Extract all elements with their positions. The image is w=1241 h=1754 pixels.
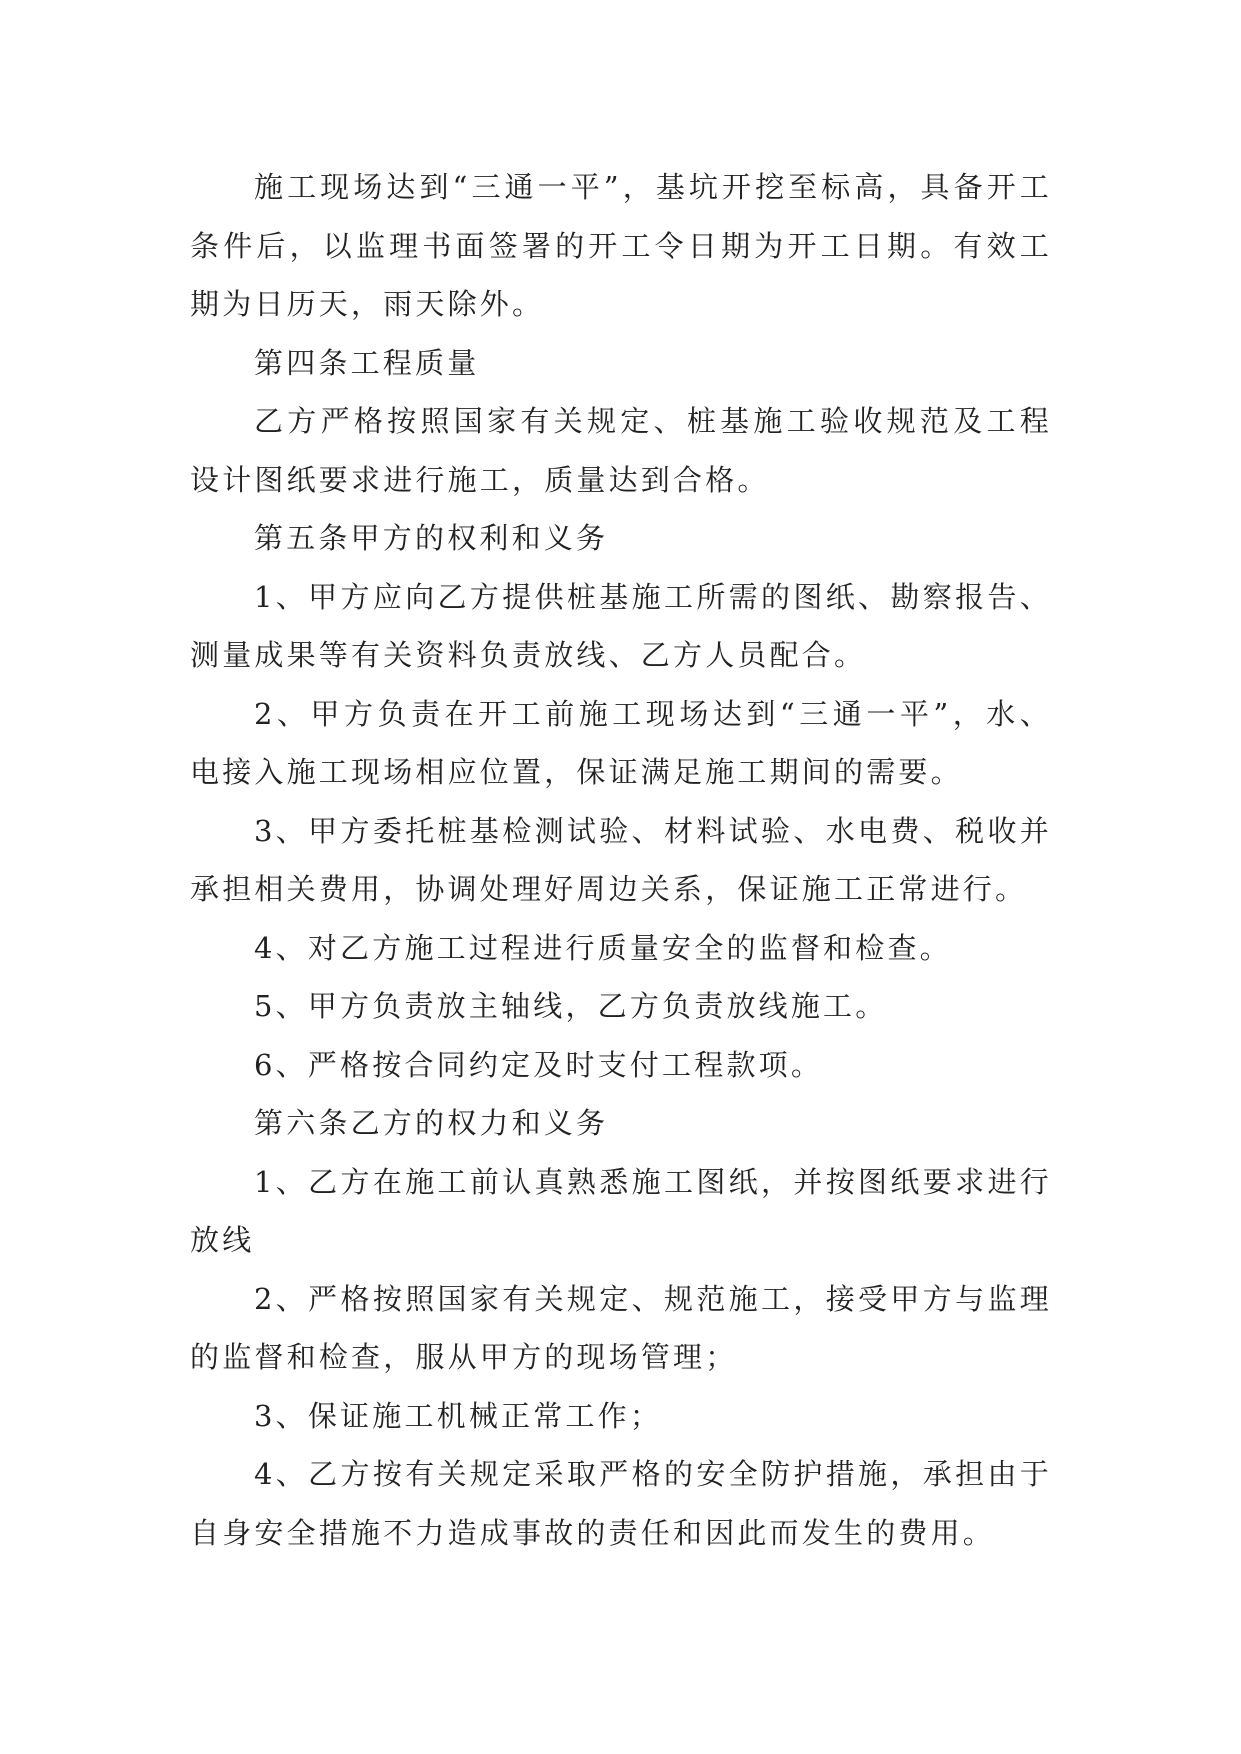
party-a-item-2: 2、甲方负责在开工前施工现场达到“三通一平”，水、电接入施工现场相应位置，保证满足施工期间的需要。	[190, 696, 1052, 789]
party-b-item-4: 4、乙方按有关规定采取严格的安全防护措施，承担由于自身安全措施不力造成事故的责任和因此而发生的费用。	[190, 1457, 1052, 1550]
party-a-item-1: 1、甲方应向乙方提供桩基施工所需的图纸、勘察报告、测量成果等有关资料负责放线、乙方人员配合。	[190, 579, 1052, 672]
heading-article-4-quality: 第四条工程质量	[254, 345, 480, 380]
party-a-item-4: 4、对乙方施工过程进行质量安全的监督和检查。	[254, 930, 952, 965]
party-b-item-3: 3、保证施工机械正常工作；	[254, 1398, 663, 1433]
party-a-item-6: 6、严格按合同约定及时支付工程款项。	[254, 1047, 824, 1082]
party-b-item-1: 1、乙方在施工前认真熟悉施工图纸，并按图纸要求进行放线	[190, 1164, 1052, 1257]
party-a-item-3: 3、甲方委托桩基检测试验、材料试验、水电费、税收并承担相关费用，协调处理好周边关系，保证施工正常进行。	[190, 813, 1052, 906]
paragraph-commencement-conditions: 施工现场达到“三通一平”，基坑开挖至标高，具备开工条件后，以监理书面签署的开工令日期为开工日期。有效工期为日历天，雨天除外。	[190, 170, 1052, 321]
heading-article-6-party-b: 第六条乙方的权力和义务	[254, 1106, 609, 1140]
party-b-item-2: 2、严格按照国家有关规定、规范施工，接受甲方与监理的监督和检查，服从甲方的现场管理；	[190, 1281, 1052, 1374]
paragraph-quality-requirement: 乙方严格按照国家有关规定、桩基施工验收规范及工程设计图纸要求进行施工，质量达到合格。	[190, 404, 1052, 497]
document-body	[190, 158, 1052, 1562]
party-a-item-5: 5、甲方负责放主轴线，乙方负责放线施工。	[254, 989, 888, 1023]
heading-article-5-party-a: 第五条甲方的权利和义务	[254, 521, 609, 555]
